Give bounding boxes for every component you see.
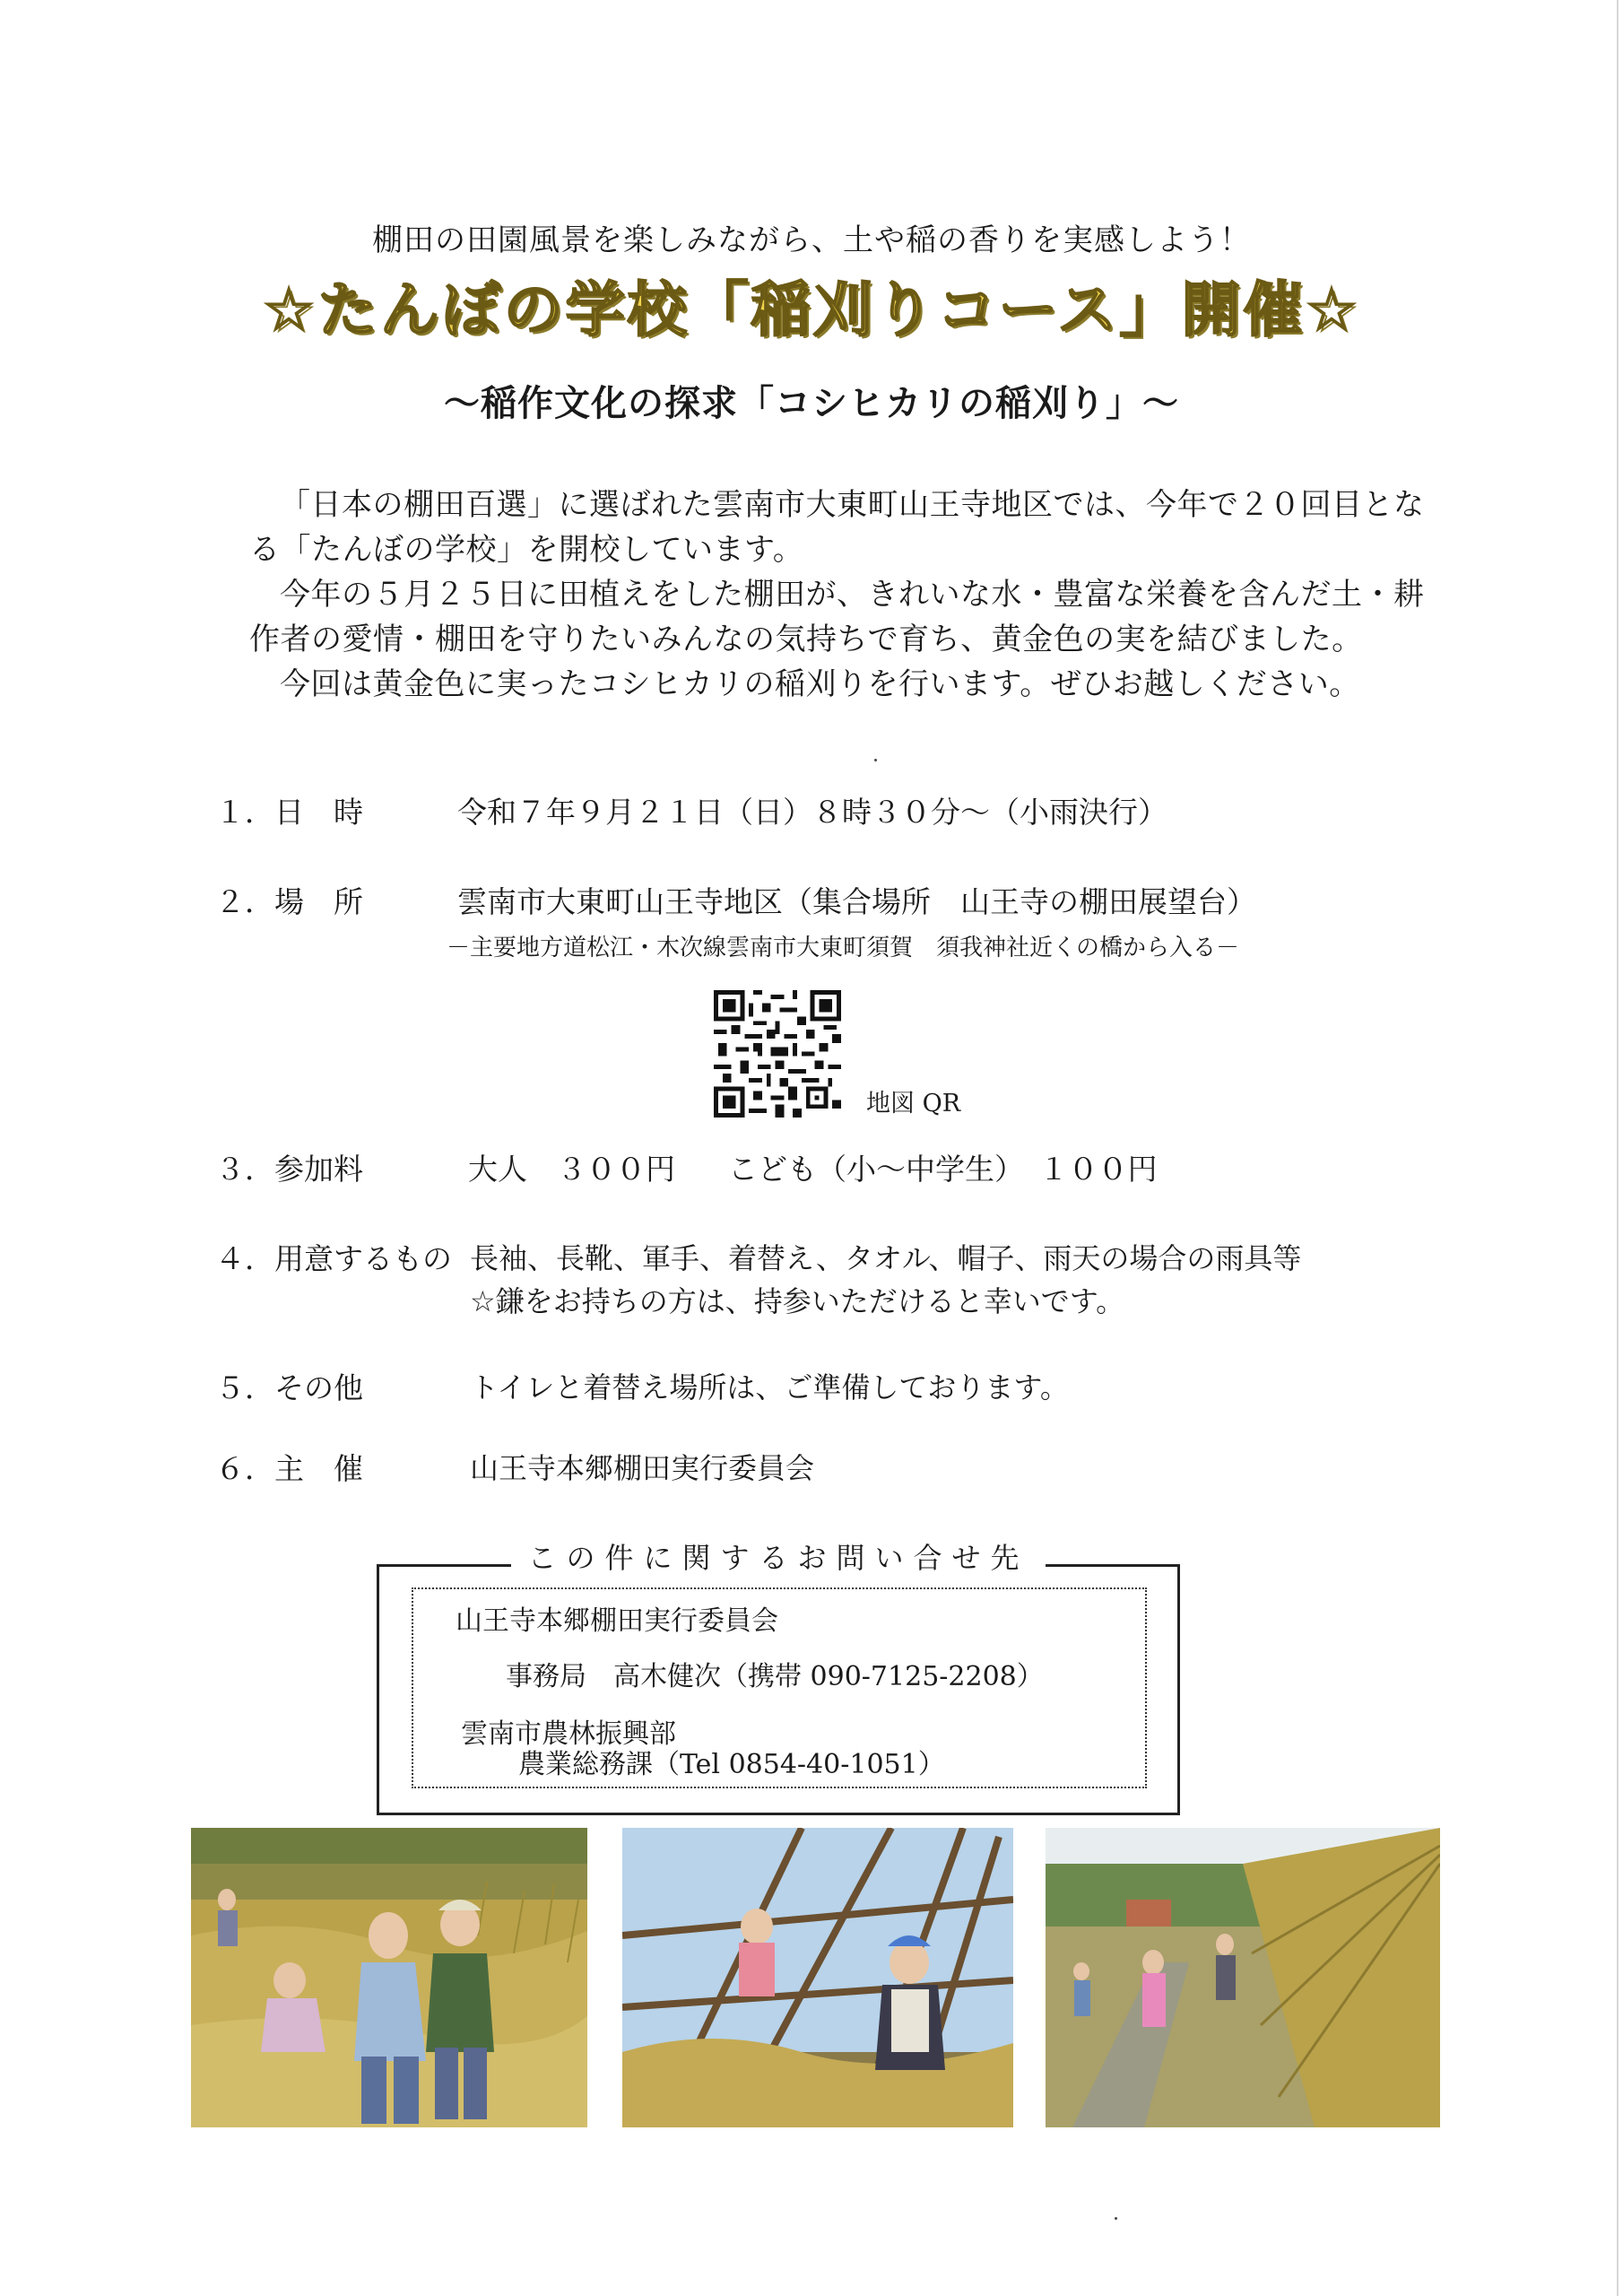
fee-child: こども（小〜中学生） １００円: [728, 1152, 1158, 1187]
datetime-value: 令和７年９月２１日（日）８時３０分〜（小雨決行）: [457, 795, 1167, 830]
fee-label: ３．参加料: [215, 1152, 363, 1187]
bring-label: ４．用意するもの: [215, 1241, 452, 1276]
bring-value: 長袖、長靴、軍手、着替え、タオル、帽子、雨天の場合の雨具等: [470, 1241, 1302, 1275]
host-value: 山王寺本郷棚田実行委員会: [470, 1451, 815, 1485]
intro-paragraph-2: 今年の５月２５日に田植えをした棚田が、きれいな水・豊富な栄養を含んだ土・耕作者の愛情・棚田を守りたいみんなの気持ちで育ち、黄金色の実を結びました。: [249, 577, 1425, 657]
contact-header-text: この件に関するお問い合せ先: [511, 1541, 1045, 1575]
contact-city: 雲南市農林振興部: [461, 1718, 676, 1750]
intro-paragraph-1: 「日本の棚田百選」に選ばれた雲南市大東町山王寺地区では、今年で２０回目となる「たんぼの学校」を開校しています。: [249, 487, 1425, 568]
host-label: ６．主 催: [215, 1451, 363, 1486]
intro-text: [249, 483, 1433, 707]
place-note: －主要地方道松江・木次線雲南市大東町須賀 須我神社近くの橋から入る－: [447, 935, 1240, 961]
map-qr-code[interactable]: [714, 990, 841, 1118]
scan-speck: [874, 759, 877, 761]
place-value: 雲南市大東町山王寺地区（集合場所 山王寺の棚田展望台）: [457, 884, 1256, 919]
fee-adult: 大人 ３００円: [468, 1152, 675, 1187]
page-title: ☆たんぼの学校「稲刈りコース」開催☆: [262, 275, 1361, 344]
contact-dept: 農業総務課（Tel 0854-40-1051）: [518, 1749, 945, 1780]
hazekake-field-photo: [1046, 1828, 1440, 2127]
scan-speck: [1115, 2217, 1117, 2220]
rice-harvest-children-photo: [191, 1828, 587, 2127]
tagline: 棚田の田園風景を楽しみながら、土や稲の香りを実感しよう！: [372, 222, 1251, 258]
qr-label: 地図 QR: [866, 1090, 961, 1118]
bring-note: ☆鎌をお持ちの方は、持参いただけると幸いです。: [470, 1284, 1125, 1318]
contact-org: 山王寺本郷棚田実行委員会: [456, 1605, 778, 1637]
contact-header: [377, 1535, 1180, 1577]
intro-paragraph-3: 今回は黄金色に実ったコシヒカリの稲刈りを行います。ぜひお越しください。: [280, 666, 1360, 702]
subtitle: 〜稲作文化の探求「コシヒカリの稲刈り」〜: [444, 383, 1179, 424]
other-label: ５．その他: [215, 1370, 363, 1405]
contact-office: 事務局 高木健次（携帯 090-7125-2208）: [506, 1661, 1044, 1692]
other-value: トイレと着替え場所は、ご準備しております。: [470, 1370, 1069, 1405]
datetime-label: １．日 時: [215, 795, 363, 830]
rice-drying-rack-photo: [622, 1828, 1013, 2127]
place-label: ２．場 所: [215, 884, 363, 919]
